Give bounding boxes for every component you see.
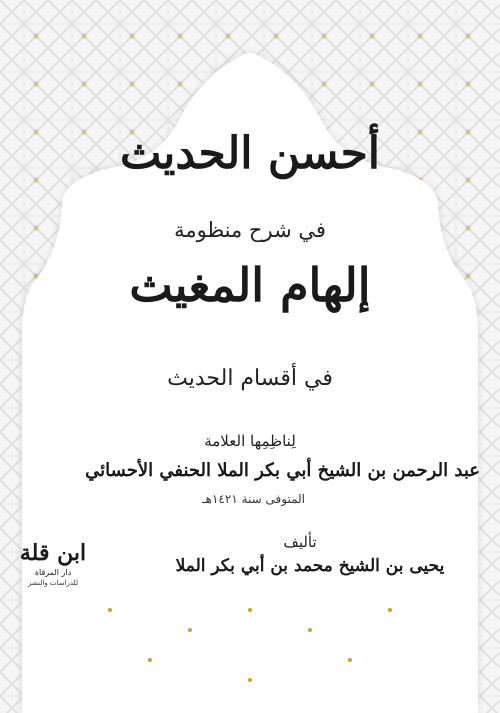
- publisher-tagline: للدراسات والنشر: [28, 579, 78, 587]
- poet-name: عبد الرحمن بن الشيخ أبي بكر الملا الحنفي الأحسائي: [85, 460, 480, 481]
- publisher-logo-mark: ابن قلة: [19, 540, 87, 566]
- book-title: أحسن الحديث: [119, 128, 381, 179]
- author-name: يحيى بن الشيخ محمد بن أبي بكر الملا: [175, 556, 445, 576]
- poem-subtitle: في أقسام الحديث: [167, 366, 333, 391]
- publisher-name: دار المرقاة: [34, 568, 72, 577]
- poem-title: إلهام المغيث: [129, 258, 371, 312]
- poet-death-date: المتوفى سنة ١٤٢١هـ: [202, 492, 305, 506]
- author-role: تأليف: [283, 533, 317, 551]
- publisher-logo: [18, 542, 88, 587]
- poet-role: لِناظِمِها العلامة: [204, 432, 296, 450]
- book-title-connector: في شرح منظومة: [174, 218, 326, 242]
